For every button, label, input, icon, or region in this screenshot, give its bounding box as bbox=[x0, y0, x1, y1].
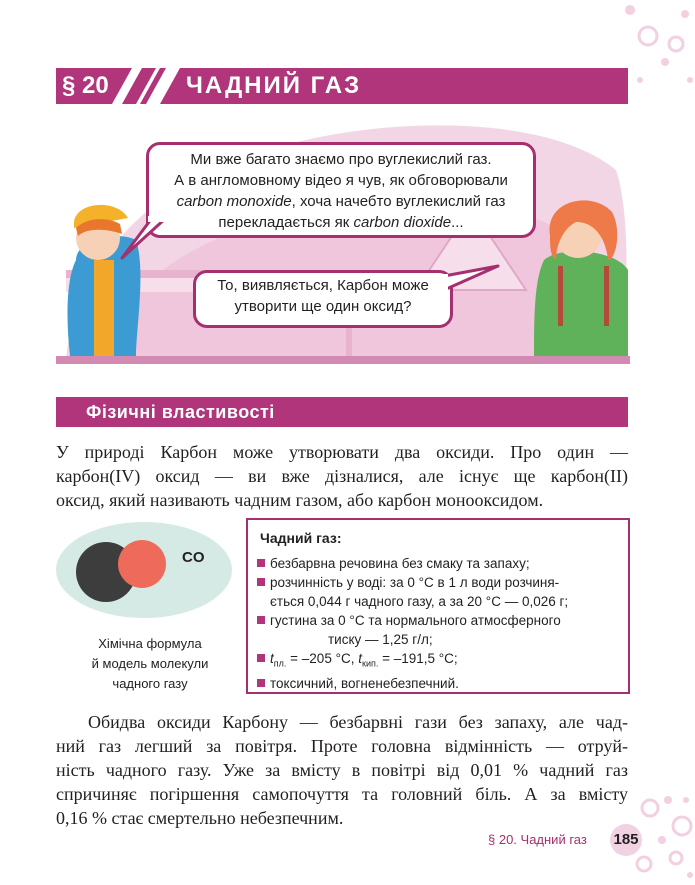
molecule-caption bbox=[60, 634, 240, 694]
bubble1-line3-rest: , хоча начебто вуглекислий газ bbox=[291, 193, 506, 210]
bubble2-line1: То, виявляється, Карбон може bbox=[217, 277, 429, 294]
chapter-number: § 20 bbox=[62, 72, 109, 99]
main-line-4: спричиняє погіршення самопочуття та головний біль. А за вмісту bbox=[56, 784, 628, 804]
caption-line-2: й модель молекули bbox=[91, 656, 209, 671]
running-title: § 20. Чадний газ bbox=[488, 832, 587, 847]
caption-line-3: чадного газу bbox=[112, 676, 188, 691]
property-item bbox=[256, 554, 622, 573]
property-density-line2: тиску — 1,25 г/л; bbox=[328, 632, 433, 647]
bubble1-line2: А в англомовному відео я чув, як обговорювали bbox=[174, 172, 508, 189]
boiling-t-symbol: t bbox=[358, 651, 362, 666]
melting-subscript: пл. bbox=[273, 658, 287, 669]
page-number: 185 bbox=[610, 824, 642, 856]
property-item bbox=[256, 649, 622, 674]
caption-line-1: Хімічна формула bbox=[98, 636, 202, 651]
bubble1-term-monoxide: carbon monoxide bbox=[176, 193, 292, 210]
main-line-2: ний газ легший за повітря. Проте головна відмінність — отруй- bbox=[56, 736, 628, 756]
properties-box-title: Чадний газ: bbox=[260, 530, 342, 546]
boiling-value: = –191,5 °С; bbox=[378, 651, 458, 666]
bubble1-term-dioxide: carbon dioxide bbox=[353, 214, 452, 231]
intro-paragraph bbox=[56, 440, 628, 512]
property-solubility-line2: ється 0,044 г чадного газу, а за 20 °С — 0,026 г; bbox=[270, 594, 569, 609]
bubble2-line2: утворити ще один оксид? bbox=[234, 298, 412, 315]
property-item bbox=[256, 611, 622, 649]
intro-line-1: У природі Карбон може утворювати два оксиди. Про один — bbox=[56, 442, 628, 462]
property-solubility-line1: розчинність у воді: за 0 °С в 1 л води розчиня- bbox=[270, 575, 560, 590]
intro-line-3: оксид, який називають чадним газом, або карбон монооксидом. bbox=[56, 490, 544, 510]
property-item bbox=[256, 573, 622, 611]
melting-t-symbol: t bbox=[270, 651, 274, 666]
melting-value: = –205 °С, bbox=[286, 651, 359, 666]
properties-box bbox=[246, 518, 630, 694]
speech-bubble-girl bbox=[193, 270, 453, 328]
co-formula-label: CO bbox=[182, 549, 205, 566]
boiling-subscript: кип. bbox=[362, 658, 379, 669]
chapter-title: ЧАДНИЙ ГАЗ bbox=[186, 72, 362, 99]
main-line-1: Обидва оксиди Карбону — безбарвні гази без запаху, але чад- bbox=[88, 712, 628, 732]
intro-line-2: карбон(IV) оксид — ви вже дізналися, але існує ще карбон(II) bbox=[56, 466, 628, 486]
bubble2-tail bbox=[442, 262, 502, 296]
property-item bbox=[256, 674, 622, 693]
main-line-5: 0,16 % стає смертельно небезпечним. bbox=[56, 808, 344, 828]
bubble1-line4-start: перекладається як bbox=[218, 214, 354, 231]
property-density-line1: густина за 0 °С та нормального атмосферного bbox=[270, 613, 561, 628]
section-title: Фізичні властивості bbox=[86, 402, 275, 422]
bubble1-tail bbox=[118, 216, 168, 262]
main-line-3: ність чадного газу. Уже за вмісту в повітрі від 0,01 % чадний газ bbox=[56, 760, 628, 780]
speech-bubble-boy bbox=[146, 142, 536, 238]
main-paragraph bbox=[56, 710, 628, 830]
property-colorless: безбарвна речовина без смаку та запаху; bbox=[270, 556, 530, 571]
properties-list bbox=[256, 554, 622, 693]
bubble1-line1: Ми вже багато знаємо про вуглекислий газ. bbox=[190, 151, 492, 168]
co-molecule-model bbox=[54, 520, 234, 620]
bubble1-ellipsis: ... bbox=[451, 214, 464, 231]
property-toxic: токсичний, вогненебезпечний. bbox=[270, 675, 459, 691]
